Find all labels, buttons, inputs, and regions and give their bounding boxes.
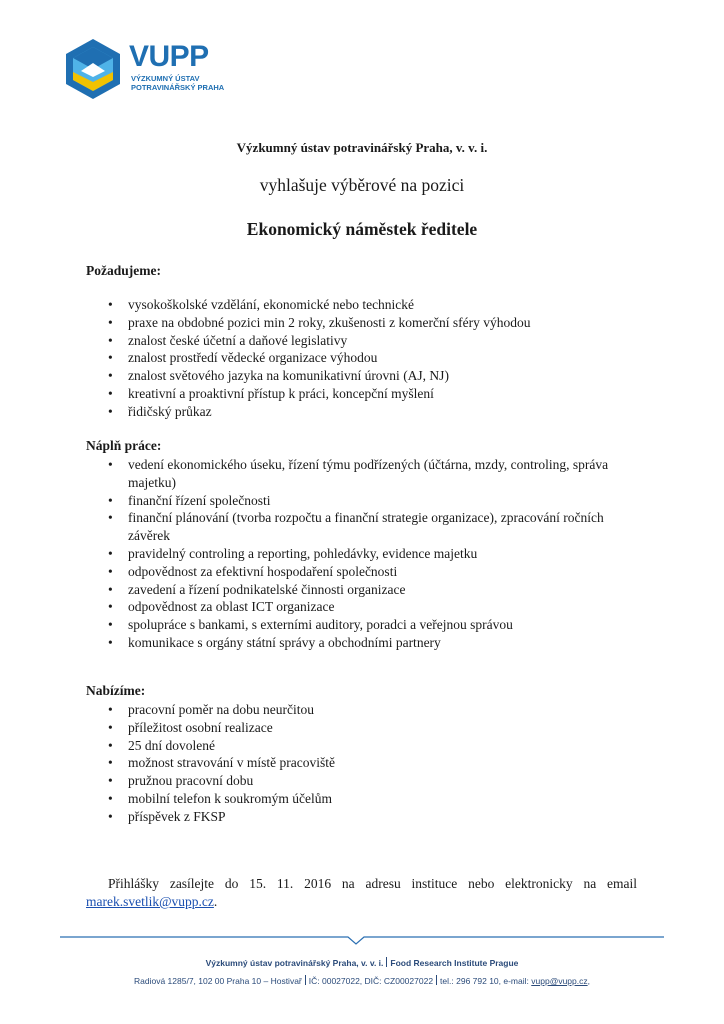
list-item: • zavedení a řízení podnikatelské činnosti organizace	[86, 581, 626, 599]
requirements-list	[86, 296, 626, 421]
list-item: • možnost stravování v místě pracoviště	[86, 754, 626, 772]
footer-separator	[386, 957, 387, 967]
vupp-logo	[65, 38, 245, 102]
list-item: • finanční řízení společnosti	[86, 492, 626, 510]
list-item: • znalost prostředí vědecké organizace výhodou	[86, 349, 626, 367]
footer-name-cz: Výzkumný ústav potravinářský Praha, v. v. i.	[205, 958, 384, 968]
list-item: • 25 dní dovolené	[86, 737, 626, 755]
list-item: • příležitost osobní realizace	[86, 719, 626, 737]
requirements-heading: Požadujeme:	[86, 263, 161, 278]
footer-contact-prefix: tel.: 296 792 10, e-mail:	[440, 976, 529, 986]
footer-address: Radiová 1285/7, 102 00 Praha 10 – Hostivař	[134, 976, 302, 986]
footer-name-en: Food Research Institute Prague	[390, 958, 519, 968]
application-text: Přihlášky zasílejte do 15. 11. 2016 na adresu instituce nebo elektronicky na email	[108, 876, 637, 891]
list-item: • kreativní a proaktivní přístup k práci, koncepční myšlení	[86, 385, 626, 403]
list-item: • vysokoškolské vzdělání, ekonomické nebo technické	[86, 296, 626, 314]
list-item: • vedení ekonomického úseku, řízení týmu podřízených (účtárna, mzdy, controling, správa majetku)	[86, 456, 626, 492]
list-item: • znalost světového jazyka na komunikativní úrovni (AJ, NJ)	[86, 367, 626, 385]
announcement-text: vyhlašuje výběrové na pozici	[259, 175, 465, 195]
list-item: • finanční plánování (tvorba rozpočtu a finanční strategie organizace), zpracování ročních závěrek	[86, 509, 626, 545]
application-period: .	[213, 894, 218, 909]
list-item: • pružnou pracovní dobu	[86, 772, 626, 790]
list-item: • znalost české účetní a daňové legislativy	[86, 332, 626, 350]
duties-heading: Náplň práce:	[86, 438, 162, 453]
list-item: • pravidelný controling a reporting, pohledávky, evidence majetku	[86, 545, 626, 563]
application-email-link[interactable]: marek.svetlik@vupp.cz	[86, 894, 214, 909]
logo-subtitle-line2: POTRAVINÁŘSKÝ PRAHA	[131, 83, 225, 92]
footer-divider	[60, 928, 664, 946]
organization-name: Výzkumný ústav potravinářský Praha, v. v. i.	[236, 140, 488, 155]
footer-email-link[interactable]: vupp@vupp.cz	[531, 976, 588, 986]
list-item: • spolupráce s bankami, s externími auditory, poradci a veřejnou správou	[86, 616, 626, 634]
list-item: • praxe na obdobné pozici min 2 roky, zkušenosti z komerční sféry výhodou	[86, 314, 626, 332]
logo-subtitle-line1: VÝZKUMNÝ ÚSTAV	[131, 74, 200, 83]
duties-list	[86, 456, 626, 652]
footer-ids: IČ: 00027022, DIČ: CZ00027022	[308, 976, 434, 986]
list-item: • komunikace s orgány státní správy a obchodními partnery	[86, 634, 626, 652]
list-item: • příspěvek z FKSP	[86, 808, 626, 826]
footer-separator	[305, 975, 306, 985]
offer-heading: Nabízíme:	[86, 683, 146, 698]
offer-list	[86, 701, 626, 826]
application-paragraph	[86, 875, 637, 911]
list-item: • řidičský průkaz	[86, 403, 626, 421]
footer-separator	[436, 975, 437, 985]
list-item: • mobilní telefon k soukromým účelům	[86, 790, 626, 808]
logo-wordmark: VUPP	[129, 40, 209, 73]
list-item: • odpovědnost za efektivní hospodaření společnosti	[86, 563, 626, 581]
list-item: • odpovědnost za oblast ICT organizace	[86, 598, 626, 616]
footer-institute-names	[0, 957, 724, 968]
footer-contacts	[0, 975, 724, 986]
position-title: Ekonomický náměstek ředitele	[246, 219, 478, 239]
vupp-hexagon-icon	[65, 38, 121, 100]
list-item: • pracovní poměr na dobu neurčitou	[86, 701, 626, 719]
footer-contact-suffix: ,	[587, 976, 590, 986]
